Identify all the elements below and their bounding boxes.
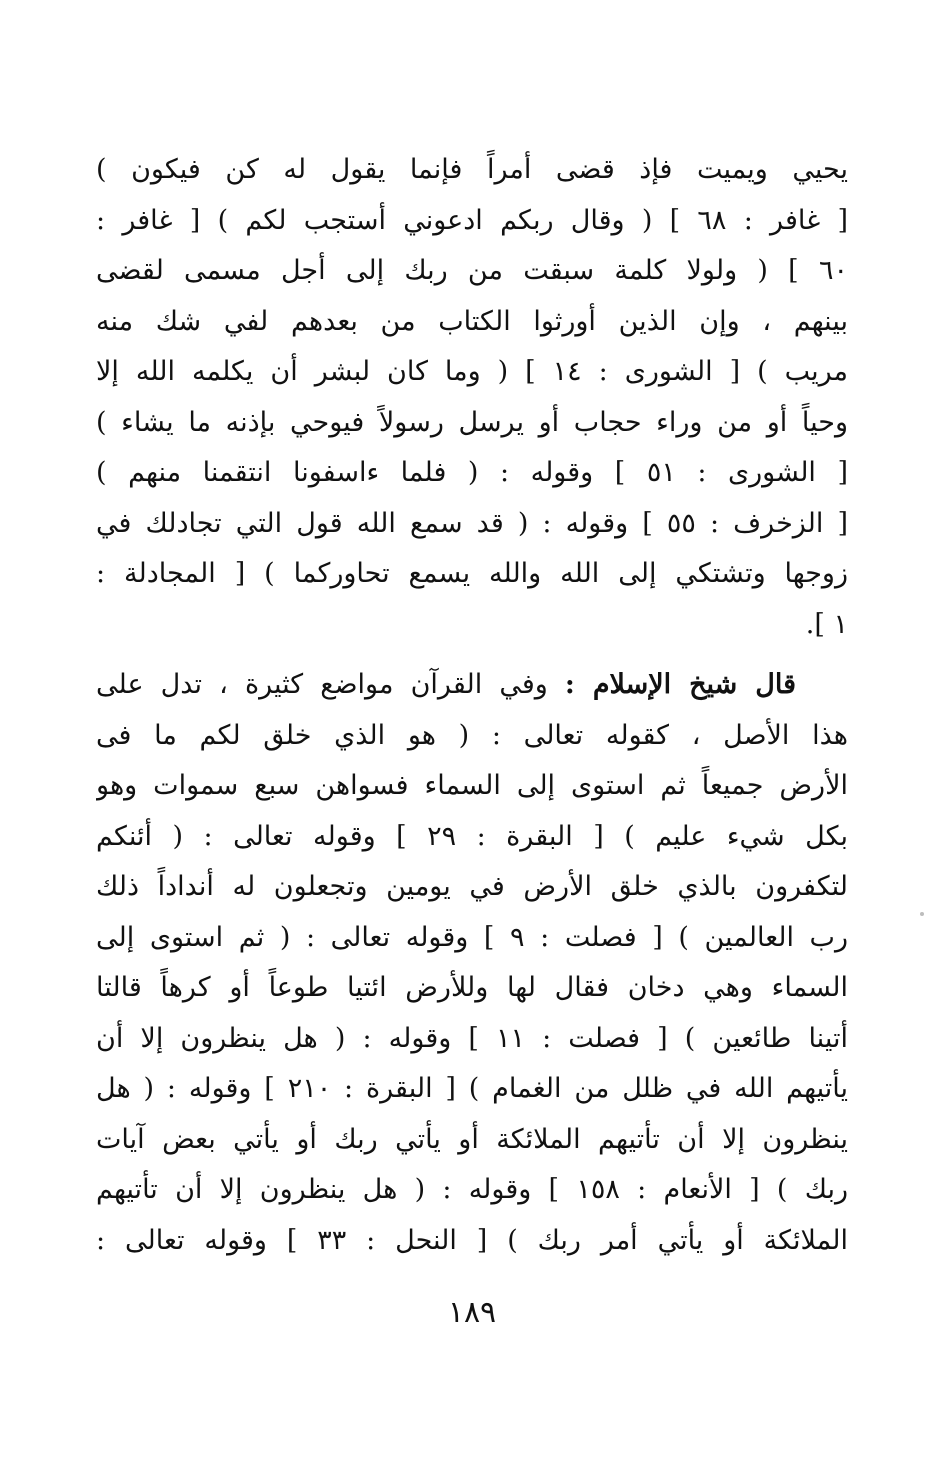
text-line: الأرض جميعاً ثم استوى إلى السماء فسواهن سبع سموات وهو bbox=[96, 770, 848, 801]
text-line: يأتيهم الله في ظلل من الغمام ) [ البقرة : ٢١٠ ] وقوله : ( هل bbox=[96, 1073, 848, 1104]
scan-speck bbox=[920, 912, 924, 916]
text-line: هذا الأصل ، كقوله تعالى : ( هو الذي خلق لكم ما فى bbox=[96, 719, 848, 751]
text-line: [ الزخرف : ٥٥ ] وقوله : ( قد سمع الله قول التي تجادلك في bbox=[96, 507, 848, 539]
text-line: بكل شيء عليم ) [ البقرة : ٢٩ ] وقوله تعالى : ( أئنكم bbox=[96, 820, 848, 852]
text-line: الملائكة أو يأتي أمر ربك ) [ النحل : ٣٣ ] وقوله تعالى : bbox=[96, 1224, 848, 1256]
text-line: ٦٠ ] ( ولولا كلمة سبقت من ربك إلى أجل مسمى لقضى bbox=[96, 255, 848, 286]
text-line: مريب ) [ الشورى : ١٤ ] ( وما كان لبشر أن يكلمه الله إلا bbox=[96, 356, 848, 387]
text-line: السماء وهي دخان فقال لها وللأرض ائتيا طوعاً أو كرهاً قالتا bbox=[96, 972, 848, 1003]
text-line: رب العالمين ) [ فصلت : ٩ ] وقوله تعالى : ( ثم استوى إلى bbox=[96, 921, 848, 953]
text-line: ١ ]. bbox=[805, 608, 848, 640]
page-number: ١٨٩ bbox=[447, 1295, 497, 1330]
text-line: أتينا طائعين ) [ فصلت : ١١ ] وقوله : ( هل ينظرون إلا أن bbox=[96, 1022, 848, 1054]
text-line: وحياً أو من وراء حجاب أو يرسل رسولاً فيوحي بإذنه ما يشاء ) bbox=[96, 406, 848, 438]
text-line: لتكفرون بالذي خلق الأرض في يومين وتجعلون له أنداداً ذلك bbox=[96, 871, 848, 902]
text-line-first bbox=[96, 660, 848, 711]
speaker-heading: قال شيخ الإسلام : bbox=[564, 669, 796, 700]
paragraph-2 bbox=[96, 660, 848, 1266]
text-line: [ غافر : ٦٨ ] ( وقال ربكم ادعوني أستجب لكم ) [ غافر : bbox=[96, 204, 848, 236]
paragraph-1 bbox=[96, 145, 848, 650]
text-line: زوجها وتشتكي إلى الله والله يسمع تحاوركما ) [ المجادلة : bbox=[96, 558, 848, 589]
text-line-remainder: وفي القرآن مواضع كثيرة ، تدل على bbox=[96, 669, 565, 700]
text-line: ينظرون إلا أن تأتيهم الملائكة أو يأتي ربك أو يأتي بعض آيات bbox=[96, 1123, 848, 1155]
text-line: ربك ) [ الأنعام : ١٥٨ ] وقوله : ( هل ينظرون إلا أن تأتيهم bbox=[96, 1174, 848, 1205]
text-line: يحيي ويميت فإذ قضى أمراً فإنما يقول له كن فيكون ) bbox=[96, 154, 848, 185]
text-line: [ الشورى : ٥١ ] وقوله : ( فلما ءاسفونا انتقمنا منهم ) bbox=[96, 457, 848, 488]
text-line: بينهم ، وإن الذين أورثوا الكتاب من بعدهم لفي شك منه bbox=[96, 305, 848, 337]
